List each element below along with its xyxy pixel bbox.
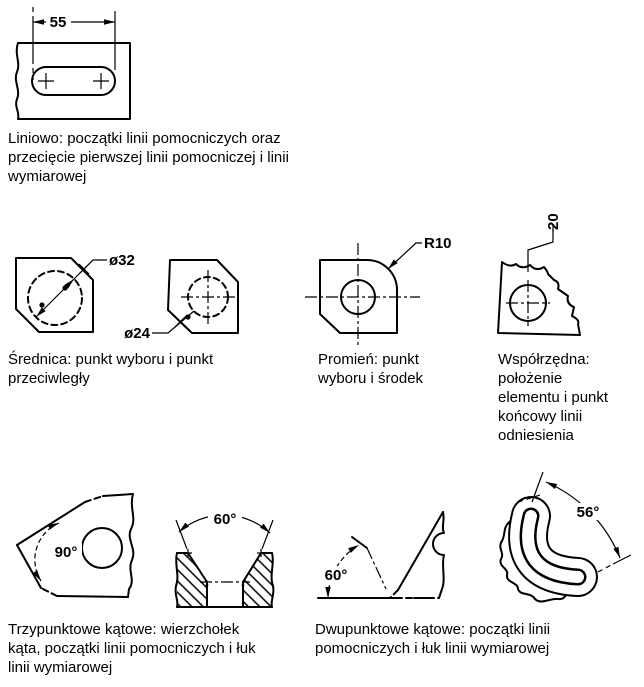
snap-x-mark xyxy=(79,264,89,274)
dim-text-56: 56° xyxy=(576,504,600,521)
caption-linear: Liniowo: początki linii pomocniczych oraz przecięcie pierwszej linii pomocniczej i linii wymiarowej xyxy=(8,130,289,185)
centerlines xyxy=(506,280,550,326)
dim-text-20: 20 xyxy=(545,213,562,230)
caption-ordinate: Współrzędna: położenie elementu i punkt końcowy linii odniesienia xyxy=(498,351,609,444)
caption-radius: Promień: punkt wyboru i środek xyxy=(318,351,424,387)
dimension-line xyxy=(33,14,115,31)
figure-angular-slot xyxy=(468,462,644,614)
dim-text-d24: ø24 xyxy=(124,325,150,342)
measured-line xyxy=(352,537,386,589)
snap-dot xyxy=(185,314,190,319)
wedge-outline xyxy=(318,512,444,598)
dim-text-d32: ø32 xyxy=(109,252,135,269)
arrow-icon xyxy=(325,587,330,598)
diameter-a-dimension xyxy=(34,252,135,319)
diameter-b-dimension xyxy=(124,311,194,342)
snap-dot xyxy=(39,302,44,307)
hatched-section-left xyxy=(177,553,207,607)
radius-dimension xyxy=(386,235,451,271)
slot-center-marks xyxy=(38,73,109,89)
dim-text-60-wedge: 60° xyxy=(324,567,348,584)
dim-text-55: 55 xyxy=(49,14,67,31)
figure-ordinate-dimension xyxy=(482,192,642,354)
angle-dimension xyxy=(321,543,360,598)
curved-slot xyxy=(528,516,578,577)
arrow-icon xyxy=(348,543,360,553)
ordinate-leader xyxy=(528,213,562,272)
figure-angular-groove xyxy=(168,498,284,614)
caption-diameter: Średnica: punkt wyboru i punkt przeciwległy xyxy=(8,351,214,387)
figure-linear-dimension xyxy=(8,2,148,128)
centerlines xyxy=(305,243,420,346)
snap-x-mark xyxy=(174,316,186,328)
hatched-section-right xyxy=(243,553,272,607)
figure-diameter-dimension xyxy=(5,228,297,350)
corner-marks xyxy=(184,549,265,557)
figure-angular-wedge xyxy=(298,485,466,607)
snap-dot xyxy=(62,285,67,290)
arrow-left-icon xyxy=(33,19,44,24)
arrow-icon xyxy=(613,547,622,559)
dim-text-60-groove: 60° xyxy=(213,511,237,528)
figure-radius-dimension xyxy=(298,226,464,362)
angle-dimension xyxy=(176,510,273,549)
dim-text-90: 90° xyxy=(54,544,78,561)
caption-angular-two-point: Dwupunktowe kątowe: początki linii pomocniczych i łuk linii wymiarowej xyxy=(315,621,551,657)
arrow-icon xyxy=(545,480,557,489)
caption-angular-three-point: Trzypunktowe kątowe: wierzchołek kąta, początki linii pomocniczych i łuk linii wymiarowej xyxy=(8,621,256,676)
dim-text-r10: R10 xyxy=(424,235,452,252)
figure-angular-vertex xyxy=(8,483,158,609)
hole-circle xyxy=(82,528,122,568)
arrow-right-icon xyxy=(104,19,115,24)
